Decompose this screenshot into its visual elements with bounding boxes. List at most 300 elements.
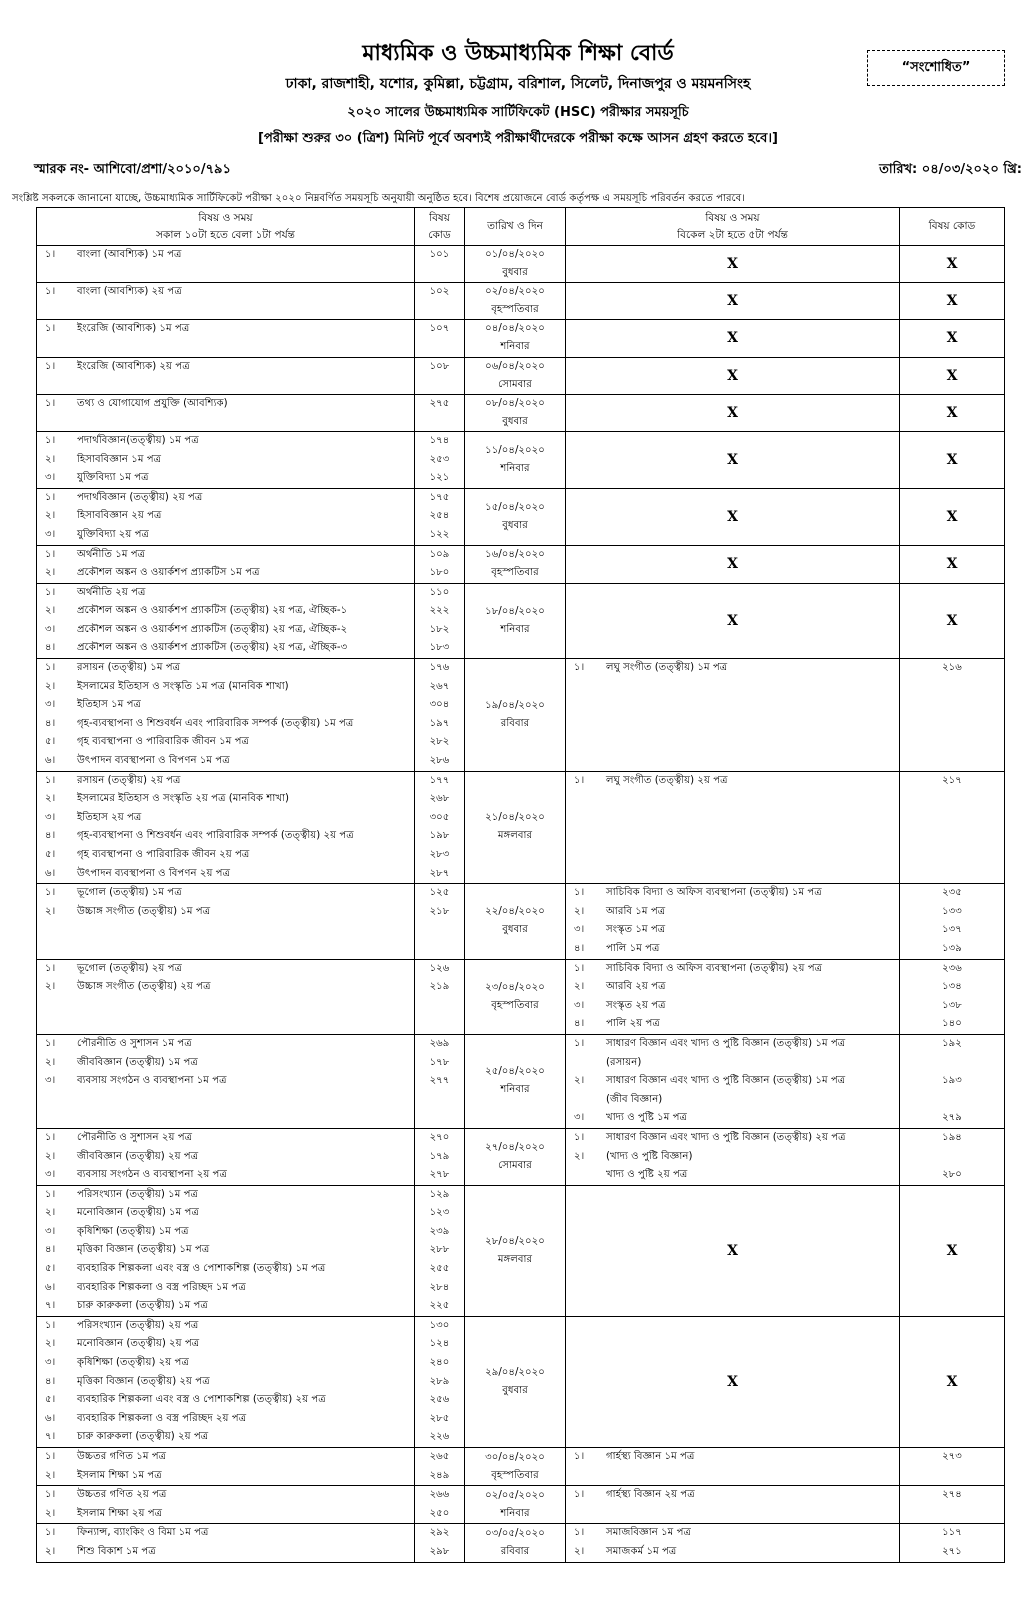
exam-date: ২৫/০৪/২০২০: [485, 1066, 545, 1078]
subject-name: উচ্চতর গণিত ২য় পত্র: [77, 1489, 167, 1501]
subject-code: ১২৯: [429, 1188, 450, 1200]
subject-code: ১৭৯: [429, 1150, 450, 1162]
cross-mark: X: [727, 293, 738, 310]
table-row: [37, 771, 1005, 884]
morning-subjects-cell: [37, 320, 415, 357]
subject-number: ১।: [45, 249, 56, 260]
exam-date: ১৮/০৪/২০২০: [485, 605, 545, 617]
morning-subject-line: [37, 715, 414, 734]
subject-number: ৩।: [45, 1357, 56, 1369]
subject-number: ১।: [45, 1037, 56, 1049]
afternoon-subject-line: [566, 1166, 899, 1185]
subject-code: ১৭৮: [429, 1056, 450, 1068]
subject-name: ইসলাম শিক্ষা ২য় পত্র: [77, 1507, 163, 1519]
subject-code: ২৭৪: [942, 1489, 962, 1501]
subject-number: ৪।: [45, 1375, 56, 1387]
subject-number: ১।: [45, 1527, 56, 1539]
subject-code: ২৮৪: [429, 1281, 450, 1293]
subject-code: ২৪০: [429, 1357, 450, 1369]
subject-name: চারু কারুকলা (তত্ত্বীয়) ১ম পত্র: [77, 1300, 208, 1312]
subject-name: পরিসংখ্যান (তত্ত্বীয়) ১ম পত্র: [77, 1188, 199, 1200]
subject-code: ২৩৫: [942, 887, 962, 899]
subject-number: ১।: [45, 286, 56, 298]
subject-code: ২৭১: [942, 1545, 962, 1557]
subject-code: ৩০৫: [429, 811, 450, 823]
morning-subjects-cell: [37, 1486, 415, 1524]
subject-number: ৫।: [45, 1263, 56, 1275]
subject-code: ২২৫: [429, 1300, 450, 1312]
subject-code: ১২৪: [429, 1338, 450, 1350]
subject-name: পালি ১ম পত্র: [606, 942, 660, 954]
subject-name: কৃষিশিক্ষা (তত্ত্বীয়) ২য় পত্র: [77, 1357, 189, 1369]
subject-name: ব্যবসায় সংগঠন ও ব্যবস্থাপনা ২য় পত্র: [77, 1169, 227, 1181]
subject-number: ২।: [45, 1207, 56, 1219]
subject-number: ২।: [574, 1150, 585, 1162]
subject-name: ভূগোল (তত্ত্বীয়) ১ম পত্র: [77, 887, 182, 899]
schedule-title: ২০২০ সালের উচ্চমাধ্যমিক সার্টিফিকেট (HSC) পরীক্ষার সময়সূচি: [347, 105, 689, 120]
subject-code: ১৭৪: [429, 434, 450, 446]
subject-number: ২।: [574, 981, 585, 993]
subject-code: ২১৭: [942, 774, 962, 786]
afternoon-code-none-cell: [900, 431, 1005, 488]
subject-number: ৬।: [45, 1412, 56, 1424]
morning-codes-cell: [415, 1524, 465, 1562]
subject-name: বাংলা (আবশ্যিক) ২য় পত্র: [77, 286, 182, 298]
subject-name: অর্থনীতি ২য় পত্র: [77, 586, 146, 598]
afternoon-subject-line: [566, 940, 899, 959]
morning-subject-line: [37, 432, 414, 451]
exam-day: বৃহস্পতিবার: [491, 1469, 539, 1481]
morning-subject-line: [37, 564, 414, 583]
cross-mark: X: [946, 1373, 958, 1390]
subject-number: ৫।: [45, 1394, 56, 1406]
subject-number: ৫।: [45, 736, 56, 748]
afternoon-subjects-cell: [566, 1034, 900, 1128]
exam-date: ২৩/০৪/২০২০: [485, 981, 545, 993]
cross-mark: X: [946, 508, 958, 525]
subject-number: ১।: [574, 887, 585, 899]
subject-name: সাধারণ বিজ্ঞান এবং খাদ্য ও পুষ্টি বিজ্ঞান (তত্ত্বীয়) ১ম পত্র: [606, 1037, 846, 1049]
subject-number: ১।: [45, 548, 56, 560]
afternoon-code-none-cell: [900, 320, 1005, 357]
morning-subject-line: [37, 602, 414, 621]
subject-code: ২৫৬: [429, 1394, 450, 1406]
subject-number: ২।: [45, 1150, 56, 1162]
exam-day: রবিবার: [500, 717, 530, 729]
morning-subjects-cell: [37, 659, 415, 772]
subject-code: ২৫৪: [429, 510, 450, 522]
date-day-cell: [465, 1524, 566, 1562]
morning-codes-cell: [415, 1128, 465, 1185]
subject-number: ২।: [45, 905, 56, 917]
subject-name: মনোবিজ্ঞান (তত্ত্বীয়) ২য় পত্র: [77, 1338, 200, 1350]
subject-name: ব্যবহারিক শিল্পকলা এবং বস্ত্র ও পোশাকশিল্প (তত্ত্বীয়) ২য় পত্র: [77, 1394, 326, 1406]
afternoon-subject-line: [566, 1035, 899, 1054]
afternoon-code-none-cell: [900, 583, 1005, 658]
date-day-cell: [465, 1034, 566, 1128]
subject-code: ২৮৯: [429, 1375, 450, 1387]
subject-number: ৫।: [45, 849, 56, 860]
morning-subjects-cell: [37, 1448, 415, 1486]
morning-subject-line: [37, 584, 414, 603]
subject-name: পদার্থবিজ্ঞান (তত্ত্বীয়) ২য় পত্র: [77, 491, 203, 503]
subject-name: বাংলা (আবশ্যিক) ১ম পত্র: [77, 249, 182, 260]
morning-subject-line: [37, 358, 414, 377]
morning-codes-cell: [415, 959, 465, 1034]
subject-name: ইংরেজি (আবশ্যিক) ১ম পত্র: [77, 323, 190, 335]
subject-number: ৩।: [45, 1225, 56, 1237]
afternoon-subjects-cell: [566, 659, 900, 772]
subject-name: রসায়ন (তত্ত্বীয়) ১ম পত্র: [77, 662, 181, 674]
subject-code: ১৭৬: [429, 662, 450, 674]
subject-number: ১।: [45, 1131, 56, 1143]
subject-code: ১৯২: [942, 1037, 962, 1049]
subject-code: ১৯৭: [429, 717, 450, 729]
subject-number: ১।: [45, 434, 56, 446]
subject-code: [900, 1091, 1004, 1110]
subject-code: ২৭৭: [429, 1075, 450, 1087]
subject-code: ১৯৩: [942, 1075, 962, 1087]
subject-code: ২৬৮: [429, 793, 450, 805]
subject-number: ১।: [45, 397, 56, 409]
cross-mark: X: [727, 256, 738, 273]
subject-code: ২৮৬: [429, 755, 450, 767]
subject-name: জীববিজ্ঞান (তত্ত্বীয়) ১ম পত্র: [77, 1056, 198, 1068]
subject-name: যুক্তিবিদ্যা ২য় পত্র: [77, 528, 150, 540]
subject-name: ইসলামের ইতিহাস ও সংস্কৃতি ১ম পত্র (মানবিক শাখা): [77, 680, 289, 692]
afternoon-subjects-cell: [566, 1128, 900, 1185]
morning-subject-line: [37, 978, 414, 997]
subject-name: পরিসংখ্যান (তত্ত্বীয়) ২য় পত্র: [77, 1319, 199, 1331]
code-label-line1: বিষয়: [429, 211, 450, 224]
morning-subjects-cell: [37, 583, 415, 658]
cross-mark: X: [727, 330, 738, 347]
code-label-line2: কোড: [428, 228, 451, 241]
subject-name: সাচিবিক বিদ্যা ও অফিস ব্যবস্থাপনা (তত্ত্বীয়) ১ম পত্র: [606, 887, 822, 899]
subject-code: ২৭০: [429, 1131, 450, 1143]
morning-codes-cell: [415, 545, 465, 583]
table-row: [37, 583, 1005, 658]
subject-name: হিসাববিজ্ঞান ১ম পত্র: [77, 453, 162, 465]
subject-number: ১।: [45, 586, 56, 598]
date-day-cell: [465, 1316, 566, 1447]
subject-name: তথ্য ও যোগাযোগ প্রযুক্তি (আবশ্যিক): [77, 397, 228, 409]
exam-date: ২১/০৪/২০২০: [485, 812, 545, 824]
subject-code: ২৬৭: [429, 680, 450, 692]
afternoon-subject-header: [566, 208, 900, 246]
subject-number: ১।: [45, 887, 56, 899]
subject-name: মনোবিজ্ঞান (তত্ত্বীয়) ১ম পত্র: [77, 1207, 199, 1219]
morning-subject-line: [37, 884, 414, 903]
morning-codes-cell: [415, 1486, 465, 1524]
date-day-cell: [465, 1185, 566, 1316]
morning-subject-line: [37, 1186, 414, 1205]
morning-subject-line: [37, 960, 414, 979]
exam-day: শনিবার: [500, 1507, 530, 1519]
cross-mark: X: [946, 404, 958, 421]
table-row: [37, 1128, 1005, 1185]
subject-number: ৪।: [45, 642, 56, 654]
subject-code-header: [415, 208, 465, 246]
subject-code: ২৫০: [429, 1507, 450, 1519]
afternoon-subjects-cell: [566, 884, 900, 959]
subject-number: ২।: [574, 905, 585, 917]
subject-number: ৪।: [45, 830, 56, 842]
afternoon-none-cell: [566, 394, 900, 431]
subject-name: আরবি ১ম পত্র: [606, 905, 666, 917]
afternoon-none-cell: [566, 545, 900, 583]
subject-number: ৪।: [45, 1244, 56, 1256]
morning-subject-line: [37, 1373, 414, 1392]
morning-subjects-cell: [37, 545, 415, 583]
board-cities: ঢাকা, রাজশাহী, যশোর, কুমিল্লা, চট্টগ্রাম, বরিশাল, সিলেট, দিনাজপুর ও ময়মনসিংহ: [285, 76, 751, 92]
cross-mark: X: [727, 612, 738, 629]
cross-mark: X: [946, 612, 958, 629]
subject-code: ২৯২: [429, 1527, 450, 1539]
morning-subject-line: [37, 865, 414, 884]
subject-number: ৩।: [45, 1075, 56, 1087]
table-row: [37, 488, 1005, 545]
subject-number: ৬।: [45, 1281, 56, 1293]
subject-number: ২।: [45, 981, 56, 993]
subject-name: চারু কারুকলা (তত্ত্বীয়) ২য় পত্র: [77, 1431, 209, 1443]
date-day-cell: [465, 583, 566, 658]
morning-subject-line: [37, 846, 414, 865]
afternoon-subject-line: [566, 1109, 899, 1128]
cross-mark: X: [727, 367, 738, 384]
morning-subject-line: [37, 1410, 414, 1429]
subject-code: ২২৬: [429, 1431, 450, 1443]
exam-date: ৩০/০৪/২০২০: [485, 1451, 545, 1463]
subject-code: ২৮০: [942, 1169, 962, 1181]
subject-name: পৌরনীতি ও সুশাসন ১ম পত্র: [77, 1037, 192, 1049]
exam-date: ০৪/০৪/২০২০: [485, 323, 545, 335]
subject-name: সাধারণ বিজ্ঞান এবং খাদ্য ও পুষ্টি বিজ্ঞান (তত্ত্বীয়) ২য় পত্র: [606, 1131, 846, 1143]
subject-number: ২।: [45, 605, 56, 617]
table-row: [37, 1185, 1005, 1316]
subject-name: লঘু সংগীত (তত্ত্বীয়) ২য় পত্র: [606, 774, 728, 786]
subject-code: ১৩৮: [942, 999, 962, 1011]
morning-subjects-cell: [37, 431, 415, 488]
date-day-cell: [465, 357, 566, 394]
morning-subject-label: বিষয় ও সময়: [198, 211, 253, 224]
morning-subject-line: [37, 1428, 414, 1447]
cross-mark: X: [727, 451, 738, 468]
subject-name: ভূগোল (তত্ত্বীয়) ২য় পত্র: [77, 962, 183, 974]
subject-name: মৃত্তিকা বিজ্ঞান (তত্ত্বীয়) ২য় পত্র: [77, 1375, 210, 1387]
afternoon-subject-line: [566, 1486, 899, 1505]
cross-mark: X: [946, 1242, 958, 1259]
subject-name: ইতিহাস ১ম পত্র: [77, 699, 142, 711]
morning-subject-line: [37, 1317, 414, 1336]
subject-code: ২৮২: [429, 736, 450, 748]
subject-number: ৩।: [574, 924, 585, 936]
exam-date: ২২/০৪/২০২০: [485, 906, 545, 918]
subject-name: শিশু বিকাশ ১ম পত্র: [77, 1545, 156, 1557]
table-row: [37, 246, 1005, 283]
cross-mark: X: [946, 330, 958, 347]
subject-number: ১।: [574, 662, 585, 674]
date-day-cell: [465, 283, 566, 320]
date-day-cell: [465, 1486, 566, 1524]
morning-codes-cell: [415, 320, 465, 357]
notice-text: সংশ্লিষ্ট সকলকে জানানো যাচ্ছে, উচ্চমাধ্যমিক সার্টিফিকেট পরীক্ষা ২০২০ নিম্নবর্ণিত সময়সূচি অনুযায়ী অনুষ্ঠিত হবে। বিশেষ প্রয়োজনে বোর্ড কর্তৃপক্ষ এ সময়সূচি পরিবর্তন করতে পারবে।: [12, 193, 745, 204]
morning-subjects-cell: [37, 488, 415, 545]
subject-number: ৩।: [45, 699, 56, 711]
afternoon-subjects-cell: [566, 1448, 900, 1486]
subject-number: ৩।: [45, 623, 56, 635]
cross-mark: X: [946, 293, 958, 310]
subject-code: ২৫৩: [429, 453, 450, 465]
afternoon-code-none-cell: [900, 394, 1005, 431]
subject-name: পালি ২য় পত্র: [606, 1018, 660, 1030]
afternoon-subject-line: [566, 1054, 899, 1073]
subject-number: ১।: [45, 774, 56, 786]
afternoon-none-cell: [566, 357, 900, 394]
memo-date: তারিখ: ০৪/০৩/২০২০ খ্রি:: [879, 162, 1022, 177]
subject-number: ২।: [45, 1056, 56, 1068]
exam-schedule-table: [36, 207, 1005, 1563]
morning-subject-line: [37, 1524, 414, 1543]
table-row: [37, 959, 1005, 1034]
afternoon-none-cell: [566, 431, 900, 488]
exam-day: শনিবার: [500, 341, 530, 353]
morning-subject-line: [37, 733, 414, 752]
subject-number: ১।: [45, 360, 56, 372]
table-row: [37, 1448, 1005, 1486]
morning-subjects-cell: [37, 246, 415, 283]
subject-name: ইসলাম শিক্ষা ১ম পত্র: [77, 1469, 162, 1481]
afternoon-subjects-cell: [566, 1524, 900, 1562]
morning-subject-line: [37, 1467, 414, 1486]
subject-code: ২৫৫: [429, 1263, 450, 1275]
subject-number: ৪।: [574, 1018, 585, 1030]
subject-number: ১।: [45, 1451, 56, 1462]
morning-codes-cell: [415, 246, 465, 283]
subject-number: ১।: [574, 1527, 585, 1539]
cross-mark: X: [727, 508, 738, 525]
table-row: [37, 1524, 1005, 1562]
afternoon-none-cell: [566, 1316, 900, 1447]
subject-number: ১।: [574, 1037, 585, 1049]
afternoon-codes-cell: [900, 1486, 1005, 1524]
subject-name: অর্থনীতি ১ম পত্র: [77, 548, 146, 560]
table-row: [37, 1486, 1005, 1524]
morning-subjects-cell: [37, 1316, 415, 1447]
subject-name: হিসাববিজ্ঞান ২য় পত্র: [77, 510, 162, 522]
subject-code: ১৪০: [942, 1018, 962, 1030]
subject-number: ৩।: [574, 999, 585, 1011]
morning-subject-line: [37, 1204, 414, 1223]
exam-day: বুধবার: [502, 924, 528, 936]
afternoon-codes-cell: [900, 659, 1005, 772]
subject-code: ২৭৯: [942, 1112, 962, 1124]
morning-subject-line: [37, 1297, 414, 1316]
afternoon-codes-cell: [900, 884, 1005, 959]
morning-subject-line: [37, 1129, 414, 1148]
subject-name: খাদ্য ও পুষ্টি ১ম পত্র: [606, 1112, 688, 1124]
table-header-row: [37, 208, 1005, 246]
subject-number: ৪।: [45, 717, 56, 729]
morning-codes-cell: [415, 1034, 465, 1128]
afternoon-code-none-cell: [900, 1316, 1005, 1447]
morning-subject-line: [37, 659, 414, 678]
subject-name: ব্যবসায় সংগঠন ও ব্যবস্থাপনা ১ম পত্র: [77, 1075, 227, 1087]
subject-code: ১৭৭: [429, 774, 450, 786]
afternoon-subject-line: [566, 1524, 899, 1543]
subject-code: ১৮৩: [429, 642, 450, 654]
subject-name: সংস্কৃত ১ম পত্র: [606, 924, 666, 936]
subject-code: ৩০৪: [429, 699, 450, 711]
subject-code: ২৯৮: [429, 1545, 450, 1557]
morning-subject-line: [37, 1054, 414, 1073]
subject-name: (খাদ্য ও পুষ্টি বিজ্ঞান): [606, 1150, 693, 1162]
subject-code: ১০৭: [429, 323, 450, 335]
exam-day: বৃহস্পতিবার: [491, 999, 539, 1011]
subject-number: ২।: [574, 1075, 585, 1087]
subject-code: ১৩৯: [942, 942, 962, 954]
subject-number: ২।: [574, 1545, 585, 1557]
exam-date: ২৯/০৪/২০২০: [485, 1366, 545, 1378]
morning-subject-line: [37, 639, 414, 658]
subject-name: উচ্চাঙ্গ সংগীত (তত্ত্বীয়) ২য় পত্র: [77, 981, 211, 993]
exam-day: শনিবার: [500, 462, 530, 474]
table-row: [37, 320, 1005, 357]
morning-subject-line: [37, 489, 414, 508]
exam-date: ১১/০৪/২০২০: [485, 444, 545, 456]
afternoon-code-none-cell: [900, 545, 1005, 583]
morning-subject-line: [37, 526, 414, 545]
subject-code: ২১৯: [429, 981, 450, 993]
morning-subjects-cell: [37, 357, 415, 394]
afternoon-subject-line: [566, 1148, 899, 1167]
morning-subject-line: [37, 395, 414, 414]
morning-codes-cell: [415, 771, 465, 884]
morning-subject-line: [37, 827, 414, 846]
morning-subject-line: [37, 1035, 414, 1054]
morning-subject-line: [37, 246, 414, 265]
morning-subject-line: [37, 507, 414, 526]
subject-code: ২৮৮: [429, 1244, 450, 1256]
exam-date: ০৬/০৪/২০২০: [485, 360, 545, 372]
subject-code: ১১৭: [942, 1527, 962, 1539]
morning-subject-line: [37, 1505, 414, 1524]
subject-code: ১৩৩: [942, 905, 962, 917]
subject-code: ১৭৫: [429, 491, 450, 503]
board-title: মাধ্যমিক ও উচ্চমাধ্যমিক শিক্ষা বোর্ড: [362, 41, 674, 66]
subject-name: (জীব বিজ্ঞান): [606, 1093, 663, 1105]
subject-number: ৪।: [574, 942, 585, 954]
subject-name: যুক্তিবিদ্যা ১ম পত্র: [77, 472, 149, 484]
subject-name: ফিন্যান্স, ব্যাংকিং ও বিমা ১ম পত্র: [77, 1527, 209, 1539]
date-day-cell: [465, 545, 566, 583]
subject-name: (রসায়ন): [606, 1056, 642, 1068]
subject-code: ১২৩: [429, 1207, 450, 1219]
afternoon-subject-line: [566, 659, 899, 678]
afternoon-none-cell: [566, 488, 900, 545]
exam-day: মঙ্গলবার: [497, 1253, 533, 1265]
date-day-cell: [465, 488, 566, 545]
subject-code: ১০৯: [429, 548, 450, 560]
subject-name: গার্হস্থ্য বিজ্ঞান ২য় পত্র: [606, 1489, 695, 1501]
subject-code: ২৬৯: [429, 1037, 450, 1049]
morning-codes-cell: [415, 394, 465, 431]
afternoon-code-none-cell: [900, 357, 1005, 394]
morning-subject-line: [37, 1241, 414, 1260]
exam-day: বুধবার: [502, 415, 528, 427]
subject-name: ইসলামের ইতিহাস ও সংস্কৃতি ২য় পত্র (মানবিক শাখা): [77, 793, 290, 805]
cross-mark: X: [727, 1373, 738, 1390]
